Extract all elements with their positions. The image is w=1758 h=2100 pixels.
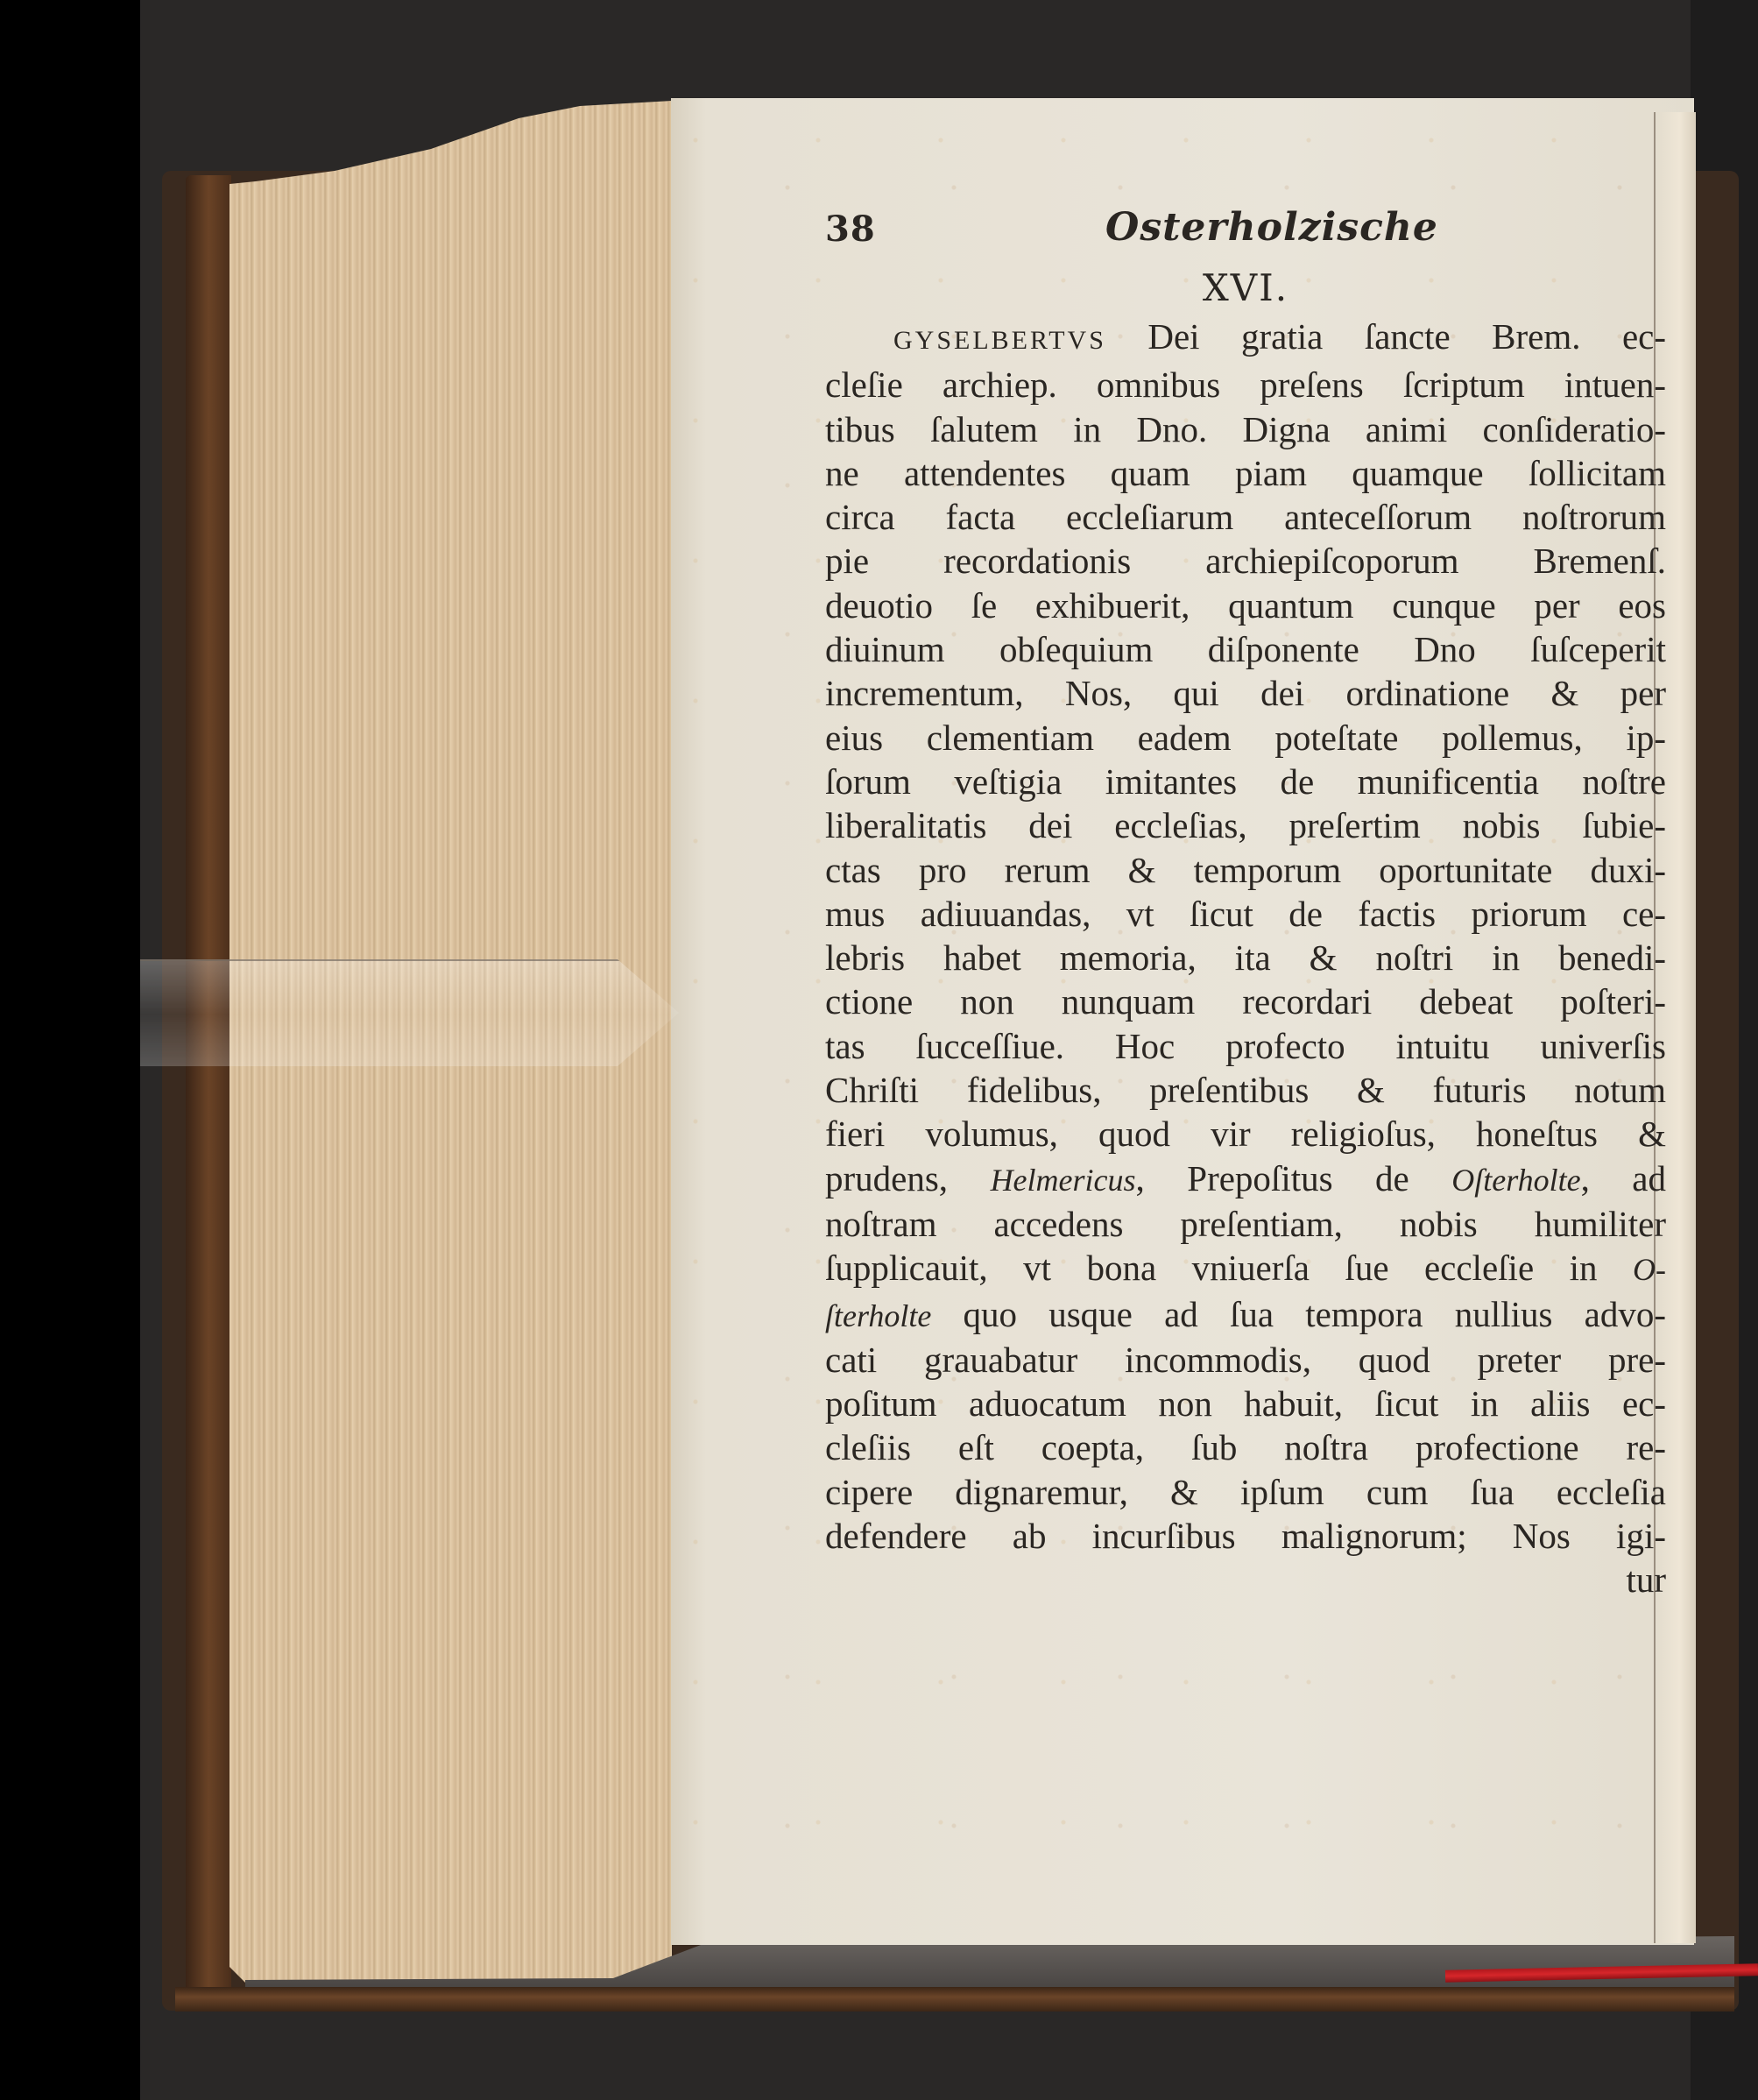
text-run: tibus ſalutem in Dno. Digna animi conſideratio- — [825, 408, 1666, 449]
text-run: cleſie archiep. omnibus preſens ſcriptum intuen- — [825, 364, 1666, 406]
text-line — [825, 627, 1666, 671]
section-numeral: XVI. — [1202, 266, 1289, 309]
text-line — [825, 1292, 1666, 1338]
text-run: diuinum obſequium diſponente Dno ſuſceperit — [825, 629, 1666, 670]
body-text — [825, 315, 1666, 1558]
text-run: liberalitatis dei eccleſias, preſertim nobis ſubie- — [825, 805, 1666, 846]
text-run: poſitum aduocatum non habuit, ſicut in aliis ec- — [825, 1383, 1666, 1425]
text-run: ſupplicauit, vt bona vniuerſa ſue eccleſie in — [825, 1248, 1633, 1289]
text-run: Dei gratia ſancte Brem. ec- — [1105, 316, 1666, 357]
text-run: cipere dignaremur, & ipſum cum ſua eccleſia — [825, 1471, 1666, 1512]
text-run: tas ſucceſſiue. Hoc profecto intuitu univerſis — [825, 1025, 1666, 1066]
text-run: ctione non nunquam recordari debeat poſteri- — [825, 981, 1666, 1022]
text-run: , ad — [1580, 1157, 1667, 1198]
text-run: mus adiuuandas, vt ſicut de factis priorum ce- — [825, 893, 1666, 934]
text-line — [825, 1068, 1666, 1112]
text-run: eius clementiam eadem poteſtate pollemus, ip- — [825, 717, 1666, 758]
text-line — [825, 848, 1666, 892]
text-line — [825, 936, 1666, 979]
italic-name: ſterholte — [825, 1297, 932, 1333]
page-text — [825, 200, 1666, 1602]
text-run: , Prepoſitus de — [1135, 1157, 1452, 1198]
text-line — [825, 803, 1666, 847]
text-line — [825, 363, 1666, 407]
text-line — [825, 1202, 1666, 1246]
text-line — [825, 1246, 1666, 1291]
text-run: cati grauabatur incommodis, quod preter pre- — [825, 1339, 1666, 1380]
running-head-title: Osterholzische — [1105, 205, 1438, 250]
text-run: ſorum veſtigia imitantes de munificentia noſtre — [825, 760, 1666, 802]
page-number: 38 — [825, 209, 876, 250]
text-run: cleſiis eſt coepta, ſub noſtra profectione re- — [825, 1427, 1666, 1468]
text-run: Chriſti fidelibus, preſentibus & futuris notum — [825, 1070, 1666, 1111]
text-line — [825, 1470, 1666, 1514]
text-line — [825, 495, 1666, 539]
italic-name: Oſterholte — [1451, 1162, 1581, 1198]
text-line — [825, 760, 1666, 803]
text-line — [825, 1425, 1666, 1469]
text-line — [825, 1024, 1666, 1068]
italic-name: Helmericus — [990, 1162, 1136, 1198]
running-head — [825, 200, 1666, 261]
text-run: deuotio ſe exhibuerit, quantum cunque per eos — [825, 584, 1666, 626]
catchword: tur — [1626, 1559, 1666, 1601]
leather-cover-edge — [186, 175, 231, 2006]
text-line — [825, 1382, 1666, 1425]
text-run: prudens, — [825, 1157, 991, 1198]
text-run: lebris habet memoria, ita & noſtri in benedi- — [825, 937, 1666, 979]
text-run: pie recordationis archiepiſcoporum Bremenſ. — [825, 541, 1666, 582]
leather-cover-bottom — [175, 1987, 1734, 2012]
text-line — [825, 1338, 1666, 1382]
text-line — [825, 716, 1666, 760]
text-run: incrementum, Nos, qui dei ordinatione & per — [825, 673, 1666, 714]
text-line — [825, 583, 1666, 627]
smallcaps-name: GYSELBERTVS — [893, 326, 1106, 355]
text-run: defendere ab incurſibus malignorum; Nos igi- — [825, 1516, 1666, 1557]
text-line — [825, 1112, 1666, 1156]
text-line — [825, 671, 1666, 715]
text-line — [825, 539, 1666, 583]
italic-name: O- — [1633, 1252, 1666, 1288]
text-run: quo usque ad ſua tempora nullius advo- — [931, 1293, 1666, 1334]
text-line — [825, 1514, 1666, 1558]
text-line — [825, 315, 1666, 363]
text-line — [825, 892, 1666, 936]
clear-bookmark-tab — [140, 959, 679, 1071]
text-run: fieri volumus, quod vir religioſus, honeſtus & — [825, 1114, 1666, 1155]
text-run: noſtram accedens preſentiam, nobis humiliter — [825, 1203, 1666, 1244]
text-line — [825, 1156, 1666, 1202]
text-line — [825, 451, 1666, 495]
text-run: ne attendentes quam piam quamque ſollicitam — [825, 452, 1666, 493]
text-line — [825, 407, 1666, 451]
text-line — [825, 979, 1666, 1023]
text-run: ctas pro rerum & temporum oportunitate duxi- — [825, 849, 1666, 890]
text-run: circa facta eccleſiarum anteceſſorum noſtrorum — [825, 497, 1666, 538]
